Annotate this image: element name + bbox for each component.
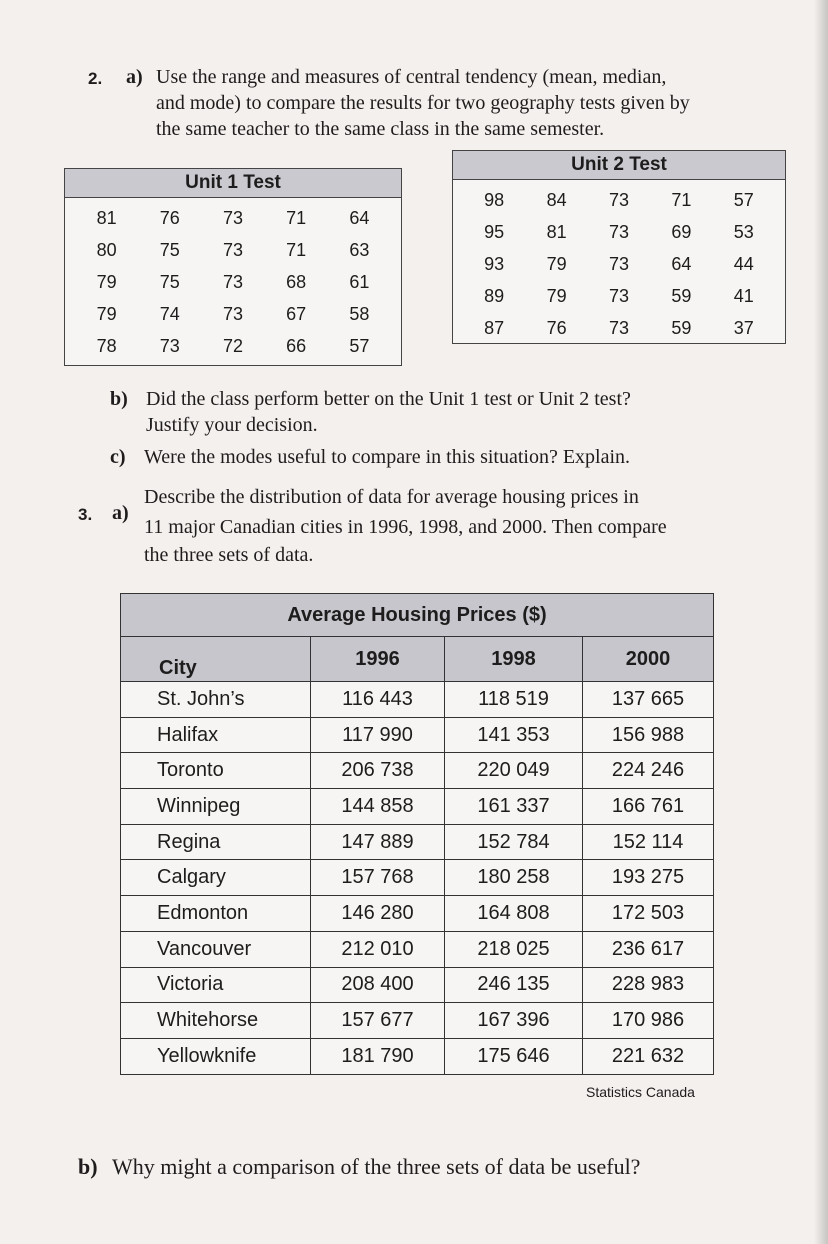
price-cell: 208 400	[311, 968, 445, 1003]
header-1996: 1996	[311, 637, 445, 681]
price-cell: 118 519	[445, 682, 583, 717]
price-cell: 206 738	[311, 753, 445, 788]
score-cell: 37	[733, 317, 754, 338]
score-cell: 81	[546, 221, 567, 242]
score-cell: 61	[349, 271, 370, 292]
question-2c-text: Were the modes useful to compare in this situation? Explain.	[144, 446, 631, 468]
score-cell: 59	[671, 285, 692, 306]
score-cell: 81	[96, 207, 117, 228]
price-cell: 161 337	[445, 789, 583, 824]
score-cell: 73	[608, 221, 629, 242]
table-row	[121, 860, 713, 896]
price-cell: 137 665	[611, 687, 685, 710]
housing-table-header	[121, 637, 713, 682]
score-cell: 89	[484, 285, 505, 306]
housing-table-body	[121, 682, 713, 1074]
price-cell: 224 246	[611, 759, 685, 782]
score-cell: 73	[608, 285, 629, 306]
city-cell: Winnipeg	[121, 789, 311, 824]
price-cell: 172 503	[611, 901, 685, 924]
city-cell: Halifax	[121, 718, 311, 753]
score-cell: 93	[484, 253, 505, 274]
table-row	[121, 789, 713, 825]
score-cell: 73	[222, 207, 243, 228]
score-cell: 73	[222, 239, 243, 260]
score-cell: 75	[159, 239, 180, 260]
score-cell: 64	[671, 253, 692, 274]
score-cell: 41	[733, 285, 754, 306]
score-cell: 73	[222, 303, 243, 324]
score-cell: 98	[484, 189, 505, 210]
table-row	[121, 1003, 713, 1039]
header-1998: 1998	[445, 637, 583, 681]
unit1-test-title: Unit 1 Test	[65, 169, 401, 198]
score-cell: 53	[733, 221, 754, 242]
price-cell: 152 784	[445, 825, 583, 860]
score-cell: 57	[733, 189, 754, 210]
score-cell: 84	[546, 189, 567, 210]
unit2-test-grid	[453, 180, 785, 344]
price-cell: 218 025	[445, 932, 583, 967]
score-cell: 59	[671, 317, 692, 338]
score-cell: 71	[286, 207, 307, 228]
question-2a-label: a)	[126, 66, 143, 88]
score-cell: 80	[96, 239, 117, 260]
score-cell: 87	[484, 317, 505, 338]
price-cell: 156 988	[611, 723, 685, 746]
score-cell: 73	[222, 271, 243, 292]
score-cell: 73	[608, 253, 629, 274]
score-cell: 76	[546, 317, 567, 338]
price-cell: 228 983	[611, 973, 685, 996]
question-2b	[110, 386, 631, 438]
table-row	[121, 682, 713, 718]
question-2a-line-2: and mode) to compare the results for two geography tests given by	[156, 92, 690, 114]
price-cell: 181 790	[311, 1039, 445, 1074]
score-cell: 63	[349, 239, 370, 260]
score-cell: 67	[286, 303, 307, 324]
city-cell: Regina	[121, 825, 311, 860]
score-cell: 73	[608, 189, 629, 210]
question-3b	[78, 1154, 641, 1180]
table-row	[121, 718, 713, 754]
city-cell: Toronto	[121, 753, 311, 788]
price-cell: 167 396	[445, 1003, 583, 1038]
question-2a	[88, 64, 690, 142]
price-cell: 157 677	[311, 1003, 445, 1038]
price-cell: 116 443	[311, 682, 445, 717]
price-cell: 157 768	[311, 860, 445, 895]
table-row	[121, 825, 713, 861]
score-cell: 71	[286, 239, 307, 260]
score-cell: 66	[286, 335, 307, 356]
header-city: City	[121, 637, 311, 681]
price-cell: 141 353	[445, 718, 583, 753]
question-3b-label: b)	[78, 1154, 98, 1179]
price-cell: 170 986	[611, 1009, 685, 1032]
score-cell: 58	[349, 303, 370, 324]
price-cell: 117 990	[311, 718, 445, 753]
city-cell: St. John’s	[121, 682, 311, 717]
score-cell: 64	[349, 207, 370, 228]
score-cell: 79	[96, 271, 117, 292]
score-cell: 79	[546, 253, 567, 274]
city-cell: Victoria	[121, 968, 311, 1003]
question-3b-text: Why might a comparison of the three sets of data be useful?	[112, 1154, 641, 1179]
price-cell: 236 617	[611, 937, 685, 960]
price-cell: 175 646	[445, 1039, 583, 1074]
score-cell: 73	[159, 335, 180, 356]
unit2-test-table	[452, 150, 786, 344]
question-2-number: 2.	[88, 69, 103, 88]
header-2000: 2000	[625, 647, 671, 670]
price-cell: 147 889	[311, 825, 445, 860]
housing-table-title: Average Housing Prices ($)	[121, 594, 713, 637]
score-cell: 78	[96, 335, 117, 356]
score-cell: 75	[159, 271, 180, 292]
question-3a-line-1: Describe the distribution of data for average housing prices in	[144, 486, 639, 508]
score-cell: 95	[484, 221, 505, 242]
table-row	[121, 1039, 713, 1074]
score-cell: 73	[608, 317, 629, 338]
unit1-test-grid	[65, 198, 401, 362]
question-3a	[78, 486, 667, 568]
score-cell: 76	[159, 207, 180, 228]
question-2b-line-2: Justify your decision.	[146, 414, 318, 436]
question-3-number: 3.	[78, 505, 93, 524]
city-cell: Vancouver	[121, 932, 311, 967]
question-2a-line-1: Use the range and measures of central tendency (mean, median,	[156, 66, 667, 88]
city-cell: Whitehorse	[121, 1003, 311, 1038]
price-cell: 180 258	[445, 860, 583, 895]
price-cell: 220 049	[445, 753, 583, 788]
score-cell: 79	[546, 285, 567, 306]
question-3a-line-2: 11 major Canadian cities in 1996, 1998, and 2000. Then compare	[144, 516, 667, 538]
question-2a-line-3: the same teacher to the same class in the same semester.	[156, 118, 605, 140]
score-cell: 71	[671, 189, 692, 210]
price-cell: 164 808	[445, 896, 583, 931]
price-cell: 246 135	[445, 968, 583, 1003]
source-credit: Statistics Canada	[586, 1084, 695, 1100]
unit2-test-title: Unit 2 Test	[453, 151, 785, 180]
score-cell: 74	[159, 303, 180, 324]
table-row	[121, 896, 713, 932]
score-cell: 68	[286, 271, 307, 292]
table-row	[121, 968, 713, 1004]
housing-prices-table	[120, 593, 714, 1075]
city-cell: Edmonton	[121, 896, 311, 931]
score-cell: 79	[96, 303, 117, 324]
score-cell: 72	[222, 335, 243, 356]
price-cell: 166 761	[611, 794, 685, 817]
question-3a-line-3: the three sets of data.	[144, 544, 314, 566]
score-cell: 57	[349, 335, 370, 356]
table-row	[121, 932, 713, 968]
price-cell: 212 010	[311, 932, 445, 967]
unit1-test-table	[64, 168, 402, 366]
page-edge-shadow	[814, 0, 828, 1244]
price-cell: 193 275	[611, 866, 685, 889]
question-2c-label: c)	[110, 446, 126, 468]
price-cell: 221 632	[611, 1044, 685, 1067]
question-2b-line-1: Did the class perform better on the Unit 1 test or Unit 2 test?	[146, 388, 631, 410]
city-cell: Yellowknife	[121, 1039, 311, 1074]
table-row	[121, 753, 713, 789]
price-cell: 152 114	[612, 830, 684, 853]
question-2c	[110, 444, 631, 470]
price-cell: 144 858	[311, 789, 445, 824]
score-cell: 69	[671, 221, 692, 242]
price-cell: 146 280	[311, 896, 445, 931]
city-cell: Calgary	[121, 860, 311, 895]
score-cell: 44	[733, 253, 754, 274]
question-2b-label: b)	[110, 388, 128, 410]
question-3a-label: a)	[112, 502, 129, 524]
